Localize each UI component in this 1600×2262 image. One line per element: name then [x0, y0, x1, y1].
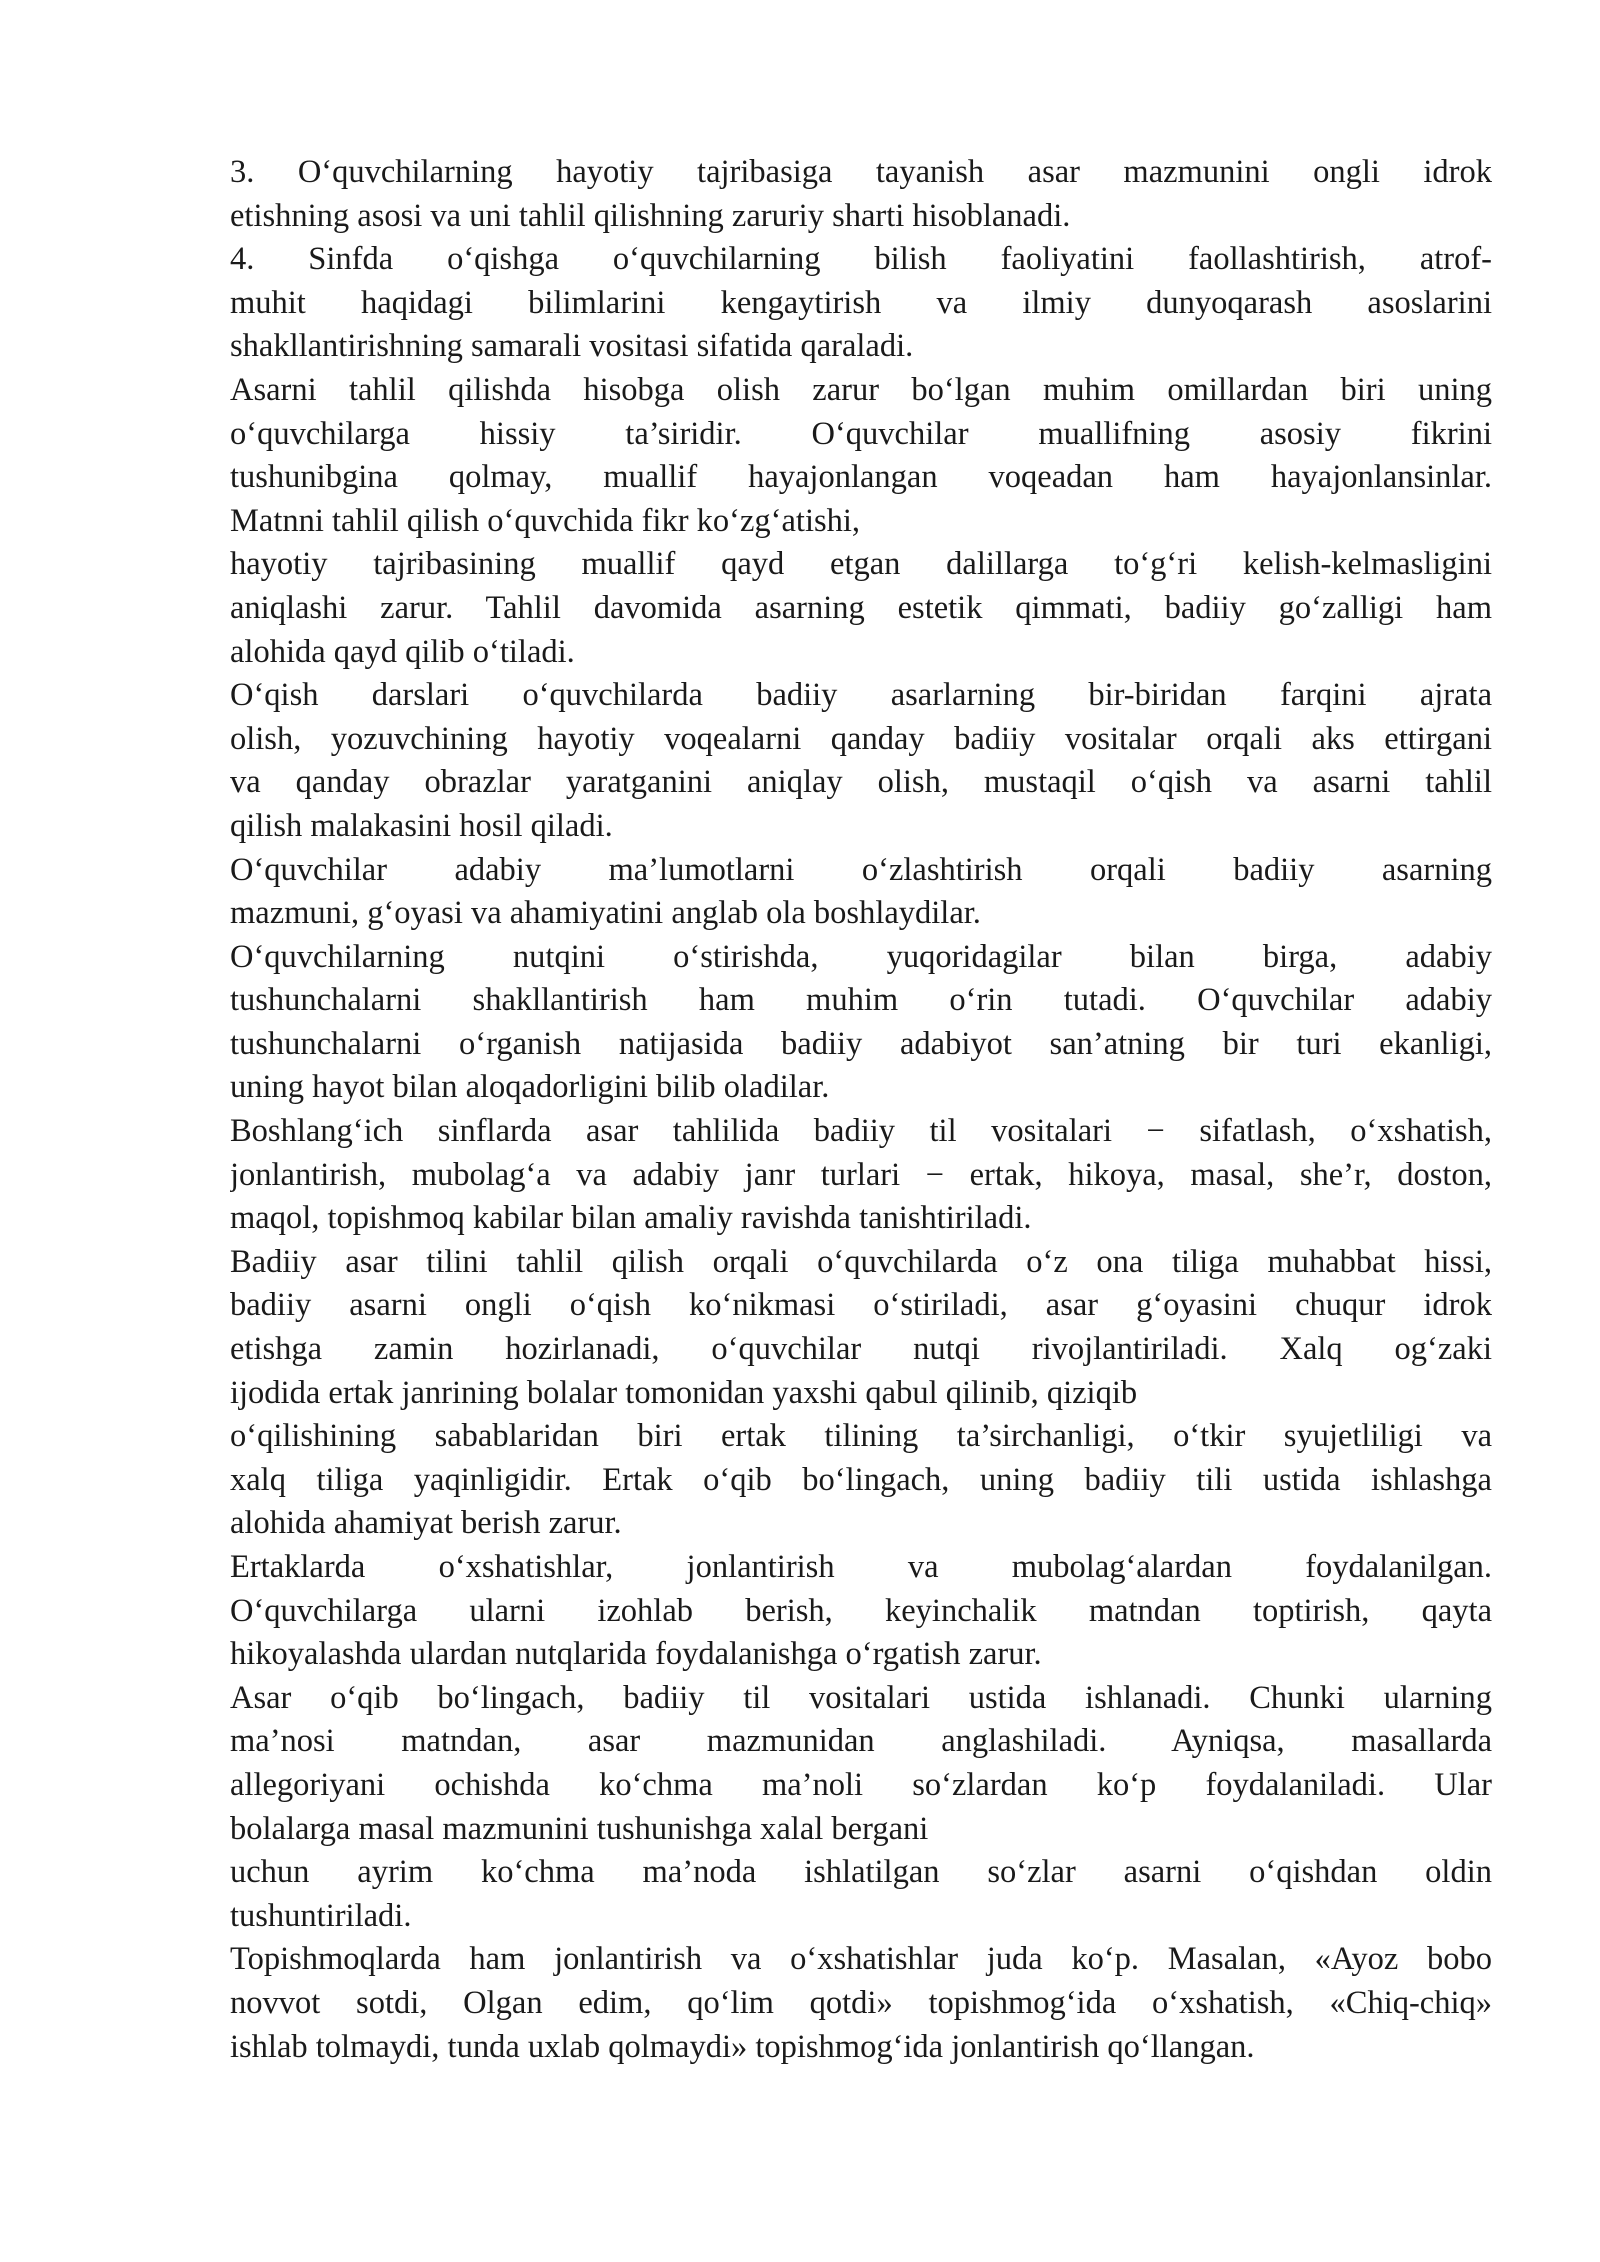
body-text	[230, 151, 1492, 2069]
text-line: o‘quvchilarga hissiy ta’siridir. O‘quvchilar muallifning asosiy fikrini	[230, 415, 1492, 452]
text-line: badiiy asarni ongli o‘qish ko‘nikmasi o‘stiriladi, asar g‘oyasini chuqur idrok	[230, 1287, 1492, 1324]
text-line: xalq tiliga yaqinligidir. Ertak o‘qib bo‘lingach, uning badiiy tili ustida ishlashga	[230, 1461, 1492, 1498]
text-line: tushuntiriladi.	[230, 1897, 412, 1934]
text-line: alohida qayd qilib o‘tiladi.	[230, 633, 575, 670]
text-line: tushunchalarni o‘rganish natijasida badiiy adabiyot san’atning bir turi ekanligi,	[230, 1025, 1492, 1062]
text-line: aniqlashi zarur. Tahlil davomida asarning estetik qimmati, badiiy go‘zalligi ham	[230, 589, 1492, 626]
text-line: O‘qish darslari o‘quvchilarda badiiy asarlarning bir-biridan farqini ajrata	[230, 677, 1492, 714]
text-line: 4. Sinfda o‘qishga o‘quvchilarning bilish faoliyatini faollashtirish, atrof-	[230, 241, 1492, 278]
text-line: maqol, topishmoq kabilar bilan amaliy ravishda tanishtiriladi.	[230, 1200, 1032, 1237]
text-line: ishlab tolmaydi, tunda uxlab qolmaydi» topishmog‘ida jonlantirish qo‘llangan.	[230, 2028, 1255, 2065]
text-line: mazmuni, g‘oyasi va ahamiyatini anglab ola boshlaydilar.	[230, 895, 981, 932]
text-line: 3. O‘quvchilarning hayotiy tajribasiga tayanish asar mazmunini ongli idrok	[230, 154, 1492, 190]
text-line: allegoriyani ochishda ko‘chma ma’noli so‘zlardan ko‘p foydalaniladi. Ular	[230, 1766, 1492, 1803]
text-line: hayotiy tajribasining muallif qayd etgan dalillarga to‘g‘ri kelish-kelmasligini	[230, 546, 1492, 583]
text-line: uchun ayrim ko‘chma ma’noda ishlatilgan so‘zlar asarni o‘qishdan oldin	[230, 1854, 1492, 1891]
text-line: tushunibgina qolmay, muallif hayajonlangan voqeadan ham hayajonlansinlar.	[230, 459, 1492, 496]
text-line: O‘quvchilar adabiy ma’lumotlarni o‘zlashtirish orqali badiiy asarning	[230, 851, 1492, 888]
text-line: o‘qilishining sabablaridan biri ertak tilining ta’sirchanligi, o‘tkir syujetliligi va	[230, 1418, 1492, 1455]
text-line: ma’nosi matndan, asar mazmunidan anglashiladi. Ayniqsa, masallarda	[230, 1723, 1492, 1760]
text-line: uning hayot bilan aloqadorligini bilib oladilar.	[230, 1069, 830, 1106]
text-line: hikoyalashda ulardan nutqlarida foydalanishga o‘rgatish zarur.	[230, 1636, 1042, 1673]
text-line: novvot sotdi, Olgan edim, qo‘lim qotdi» topishmog‘ida o‘xshatish, «Chiq-chiq»	[230, 1984, 1492, 2021]
text-line: shakllantirishning samarali vositasi sifatida qaraladi.	[230, 328, 914, 365]
text-line: O‘quvchilarga ularni izohlab berish, keyinchalik matndan toptirish, qayta	[230, 1592, 1492, 1629]
text-line: Matnni tahlil qilish o‘quvchida fikr ko‘zg‘atishi,	[230, 502, 861, 539]
text-line: etishning asosi va uni tahlil qilishning zaruriy sharti hisoblanadi.	[230, 197, 1071, 234]
text-line: Ertaklarda o‘xshatishlar, jonlantirish va mubolag‘alardan foydalanilgan.	[230, 1549, 1492, 1585]
text-line: ijodida ertak janrining bolalar tomonidan yaxshi qabul qilinib, qiziqib	[230, 1374, 1138, 1411]
text-line: Topishmoqlarda ham jonlantirish va o‘xshatishlar juda ko‘p. Masalan, «Ayoz bobo	[230, 1941, 1492, 1978]
text-line: alohida ahamiyat berish zarur.	[230, 1505, 622, 1542]
text-line: Asar o‘qib bo‘lingach, badiiy til vositalari ustida ishlanadi. Chunki ularning	[230, 1679, 1492, 1716]
text-line: Badiiy asar tilini tahlil qilish orqali o‘quvchilarda o‘z ona tiliga muhabbat hissi,	[230, 1243, 1492, 1280]
text-line: Boshlang‘ich sinflarda asar tahlilida badiiy til vositalari − sifatlash, o‘xshatish,	[230, 1113, 1492, 1150]
text-line: Asarni tahlil qilishda hisobga olish zarur bo‘lgan muhim omillardan biri uning	[230, 371, 1492, 408]
text-line: etishga zamin hozirlanadi, o‘quvchilar nutqi rivojlantiriladi. Xalq og‘zaki	[230, 1331, 1492, 1368]
text-line: tushunchalarni shakllantirish ham muhim o‘rin tutadi. O‘quvchilar adabiy	[230, 982, 1492, 1019]
text-line: olish, yozuvchining hayotiy voqealarni qanday badiiy vositalar orqali aks ettirgani	[230, 720, 1492, 757]
text-line: O‘quvchilarning nutqini o‘stirishda, yuqoridagilar bilan birga, adabiy	[230, 938, 1492, 975]
text-line: va qanday obrazlar yaratganini aniqlay olish, mustaqil o‘qish va asarni tahlil	[230, 764, 1492, 801]
text-line: jonlantirish, mubolag‘a va adabiy janr turlari − ertak, hikoya, masal, she’r, doston,	[230, 1156, 1492, 1193]
text-line: muhit haqidagi bilimlarini kengaytirish va ilmiy dunyoqarash asoslarini	[230, 284, 1492, 321]
text-line: qilish malakasini hosil qiladi.	[230, 807, 613, 844]
text-line: bolalarga masal mazmunini tushunishga xalal bergani	[230, 1810, 929, 1847]
